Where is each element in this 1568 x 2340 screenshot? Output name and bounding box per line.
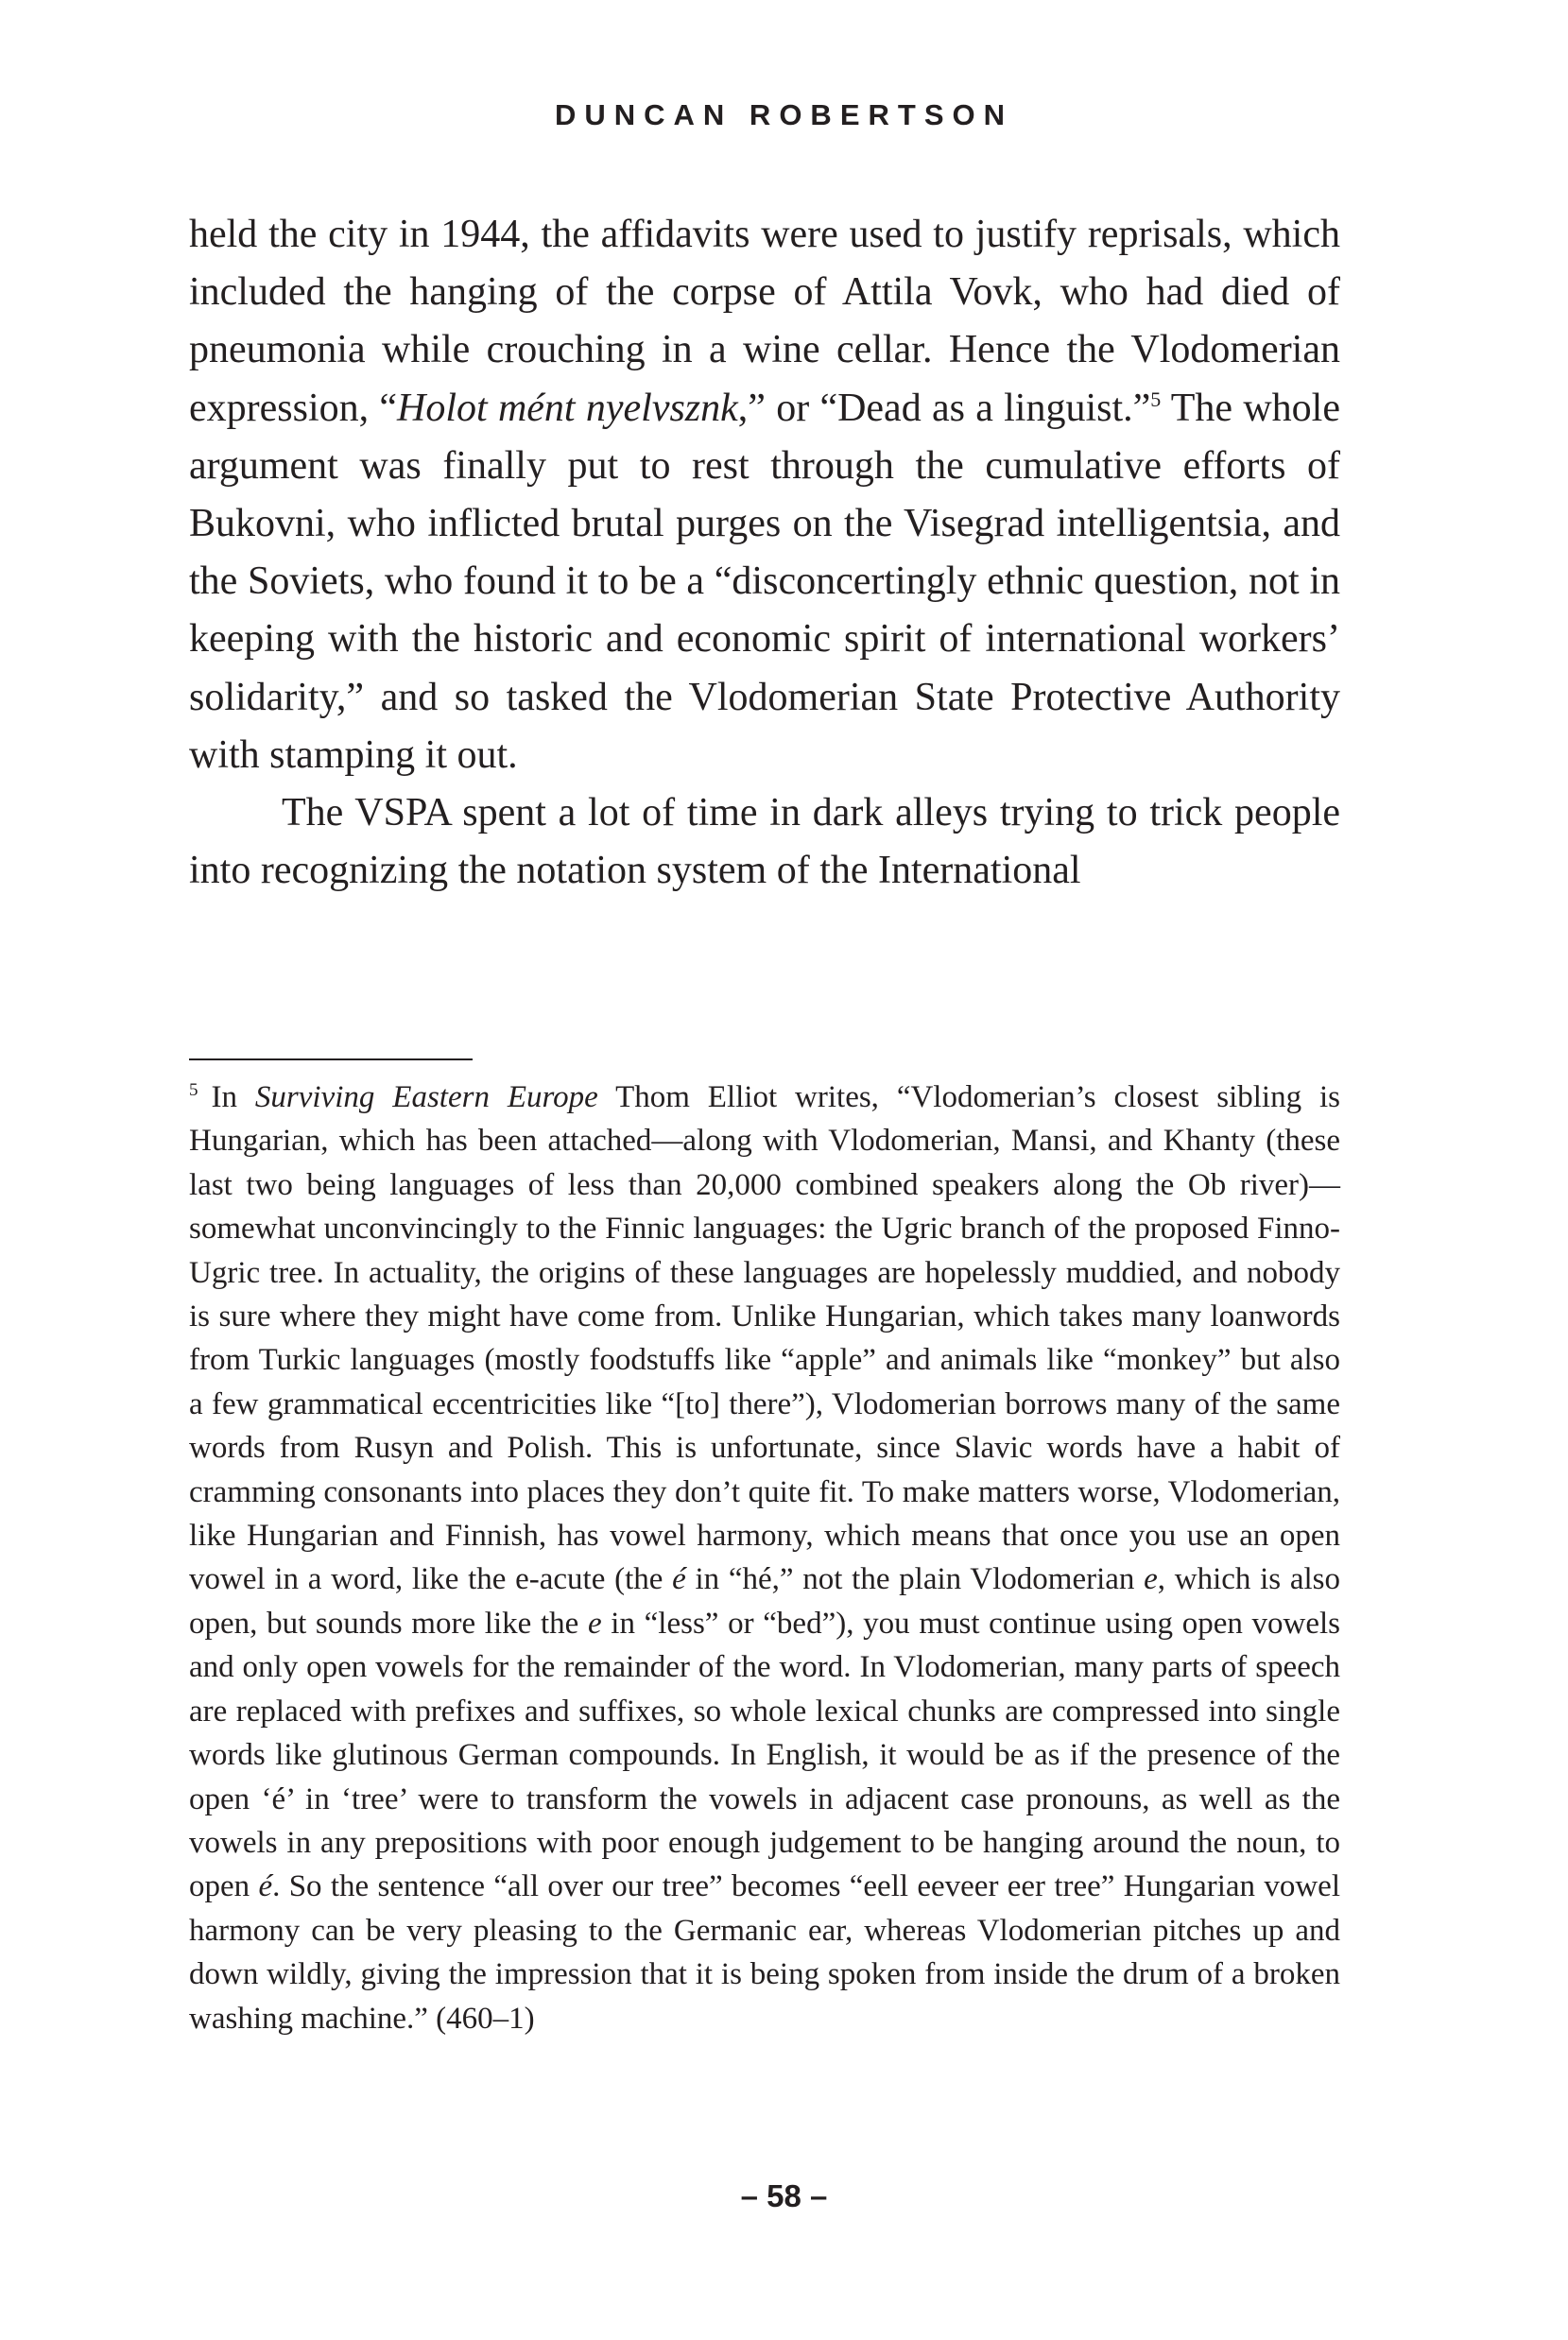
footnote-italic-e-acute: é (672, 1562, 686, 1597)
paragraph-1-text-a: held the city in 1944, the affidavits were used to justify reprisals, which included the hanging of the corpse of Attila Vovk, who had died of pneumonia while crouching in a wine cellar. Hence the Vlodomerian expression, “ (189, 213, 1340, 430)
paragraph-1-text-b: ,” or “Dead as a linguist.” (737, 386, 1151, 430)
running-head: DUNCAN ROBERTSON (555, 98, 1013, 131)
paragraph-2: The VSPA spent a lot of time in dark alleys trying to trick people into recognizing the notation system of the International (189, 791, 1340, 893)
footnote-italic-e-open: é (258, 1869, 273, 1904)
footnote-number: 5 (189, 1080, 198, 1100)
paragraph-1-text-c: The whole argument was finally put to rest through the cumulative efforts of Bukovni, who inflicted brutal purges on the Visegrad intelligentsia, and the Soviets, who found it to be a “disconcertingly ethnic question, not in keeping with the historic and economic spirit of international workers’ solidarity,” and so tasked the Vlodomerian State Protective Authority with stamping it out. (189, 386, 1340, 777)
footnote-text-6: . So the sentence “all over our tree” becomes “eell eeveer eer tree” Hungarian vowel harmony can be very pleasing to the Germanic ear, whereas Vlodomerian pitches up and down wildly, giving the impression that it is being spoken from inside the drum of a broken washing machine.” (460–1) (189, 1869, 1340, 2036)
paragraph-1-italic: Holot mént nyelvsznk (397, 386, 738, 430)
footnote-text-4: , which is also open, but sounds more like the (189, 1562, 1340, 1641)
footnote-text-1: In (211, 1080, 255, 1114)
main-text (189, 206, 1340, 900)
footnote-book-title: Surviving Eastern Europe (254, 1080, 598, 1114)
footnote-text-3: in “hé,” not the plain Vlodomerian (685, 1562, 1145, 1597)
footnote-text-5: in “less” or “bed”), you must continue using open vowels and only open vowels for the remainder of the word. In Vlodomerian, many parts of speech are replaced with prefixes and suffixes, so whole lexical chunks are compressed into single words like glutinous German compounds. In English, it would be as if the presence of the open ‘é’ in ‘tree’ were to transform the vowels in adjacent case pronouns, as well as the vowels in any prepositions with poor enough judgement to be hanging around the noun, to open (189, 1606, 1341, 1904)
page-number: – 58 – (740, 2178, 828, 2213)
paragraph-1 (189, 206, 1340, 784)
footnote (189, 1075, 1340, 2040)
footnote-reference[interactable]: 5 (1150, 387, 1162, 411)
footnote-divider (189, 1058, 473, 1060)
footnote-italic-e-plain: e (1144, 1562, 1158, 1597)
footnote-italic-e-less: e (587, 1606, 602, 1641)
footnote-text-2: Thom Elliot writes, “Vlodomerian’s closest sibling is Hungarian, which has been attached—along with Vlodomerian, Mansi, and Khanty (these last two being languages of less than 20,000 combined speakers along the Ob river)—somewhat unconvincingly to the Finnic languages: the Ugric branch of the proposed Finno-Ugric tree. In actuality, the origins of these languages are hopelessly muddied, and nobody is sure where they might have come from. Unlike Hungarian, which takes many loanwords from Turkic languages (mostly foodstuffs like “apple” and animals like “monkey” but also a few grammatical eccentricities like “[to] there”), Vlodomerian borrows many of the same words from Rusyn and Polish. This is unfortunate, since Slavic words have a habit of cramming consonants into places they don’t quite fit. To make matters worse, Vlodomerian, like Hungarian and Finnish, has vowel harmony, which means that once you use an open vowel in a word, like the e-acute (the (189, 1080, 1340, 1597)
